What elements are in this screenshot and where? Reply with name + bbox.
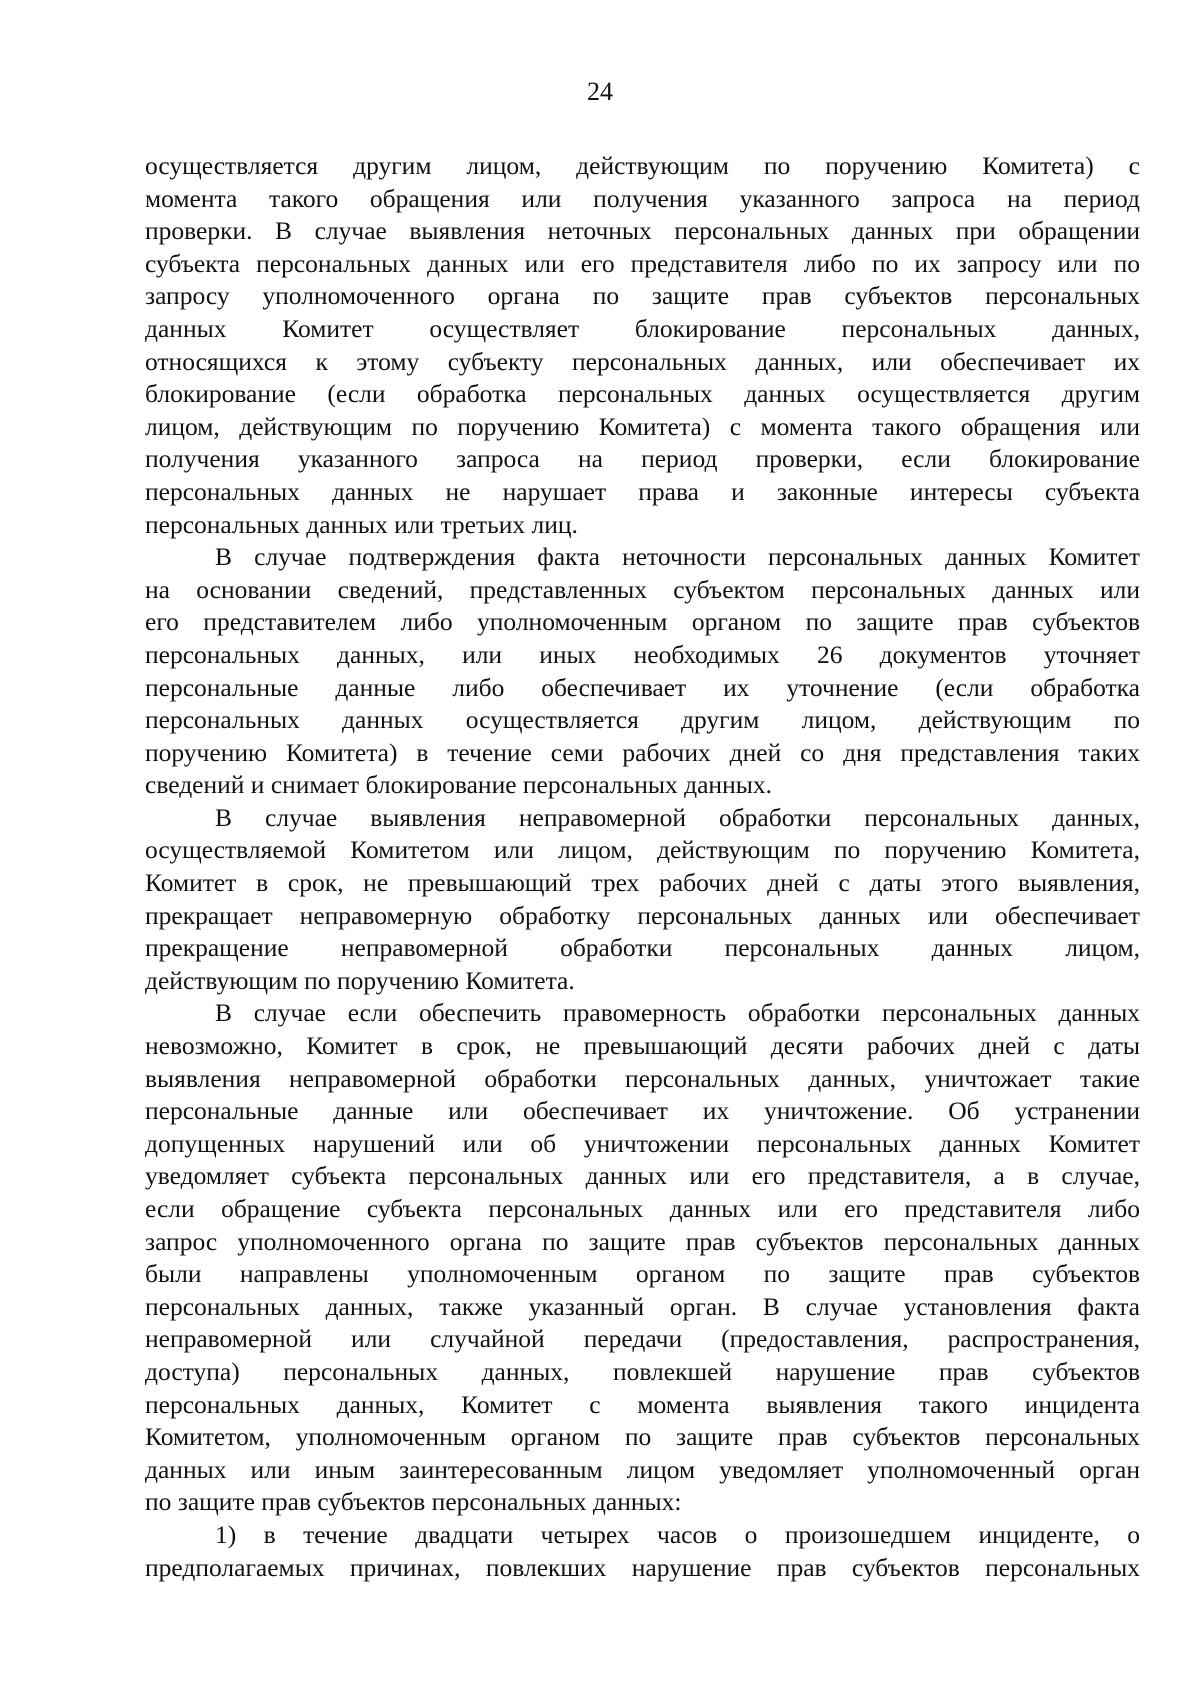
text-line: блокирование (если обработка персональных данных осуществляется другим	[145, 379, 1140, 409]
page-number: 24	[587, 77, 613, 106]
text-line: если обращение субъекта персональных данных или его представителя либо	[145, 1194, 1140, 1223]
text-line: осуществляется другим лицом, действующим по поручению Комитета) с	[145, 151, 1140, 180]
text-line: получения указанного запроса на период проверки, если блокирование	[145, 444, 1140, 474]
text-line: лицом, действующим по поручению Комитета) с момента такого обращения или	[145, 411, 1140, 441]
text-line: персональных данных, Комитет с момента выявления такого инцидента	[145, 1389, 1140, 1419]
text-line: были направлены уполномоченным органом по защите прав субъектов	[145, 1259, 1140, 1289]
text-line: персональные данные или обеспечивает их уничтожение. Об устранении	[145, 1096, 1140, 1126]
text-line: допущенных нарушений или об уничтожении персональных данных Комитет	[145, 1128, 1140, 1158]
text-line: предполагаемых причинах, повлекших нарушение прав субъектов персональных	[145, 1552, 1140, 1582]
text-line: данных или иным заинтересованным лицом уведомляет уполномоченный орган	[145, 1454, 1140, 1484]
text-line: неправомерной или случайной передачи (предоставления, распространения,	[145, 1324, 1140, 1354]
document-body	[145, 150, 1140, 1584]
text-line: на основании сведений, представленных субъектом персональных данных или	[145, 574, 1140, 604]
text-line: поручению Комитета) в течение семи рабочих дней со дня представления таких	[145, 737, 1140, 767]
text-line: его представителем либо уполномоченным органом по защите прав субъектов	[145, 607, 1140, 637]
text-line: действующим по поручению Комитета.	[145, 965, 575, 995]
text-line: невозможно, Комитет в срок, не превышающий десяти рабочих дней с даты	[145, 1031, 1140, 1061]
text-line: прекращение неправомерной обработки персональных данных лицом,	[145, 933, 1140, 963]
text-line: Комитетом, уполномоченным органом по защите прав субъектов персональных	[145, 1422, 1140, 1452]
text-line: выявления неправомерной обработки персональных данных, уничтожает такие	[145, 1063, 1140, 1093]
paragraph-first-line: 1) в течение двадцати четырех часов о произошедшем инциденте, о	[215, 1519, 1140, 1549]
text-line: уведомляет субъекта персональных данных или его представителя, а в случае,	[145, 1161, 1140, 1191]
paragraph-first-line: В случае подтверждения факта неточности персональных данных Комитет	[215, 542, 1140, 572]
text-line: запрос уполномоченного органа по защите прав субъектов персональных данных	[145, 1226, 1140, 1256]
text-line: персональные данные либо обеспечивает их уточнение (если обработка	[145, 672, 1140, 702]
text-line: проверки. В случае выявления неточных персональных данных при обращении	[145, 216, 1140, 246]
text-line: данных Комитет осуществляет блокирование персональных данных,	[145, 313, 1140, 343]
text-line: персональных данных, или иных необходимых 26 документов уточняет	[145, 639, 1140, 669]
text-line: по защите прав субъектов персональных данных:	[145, 1487, 682, 1517]
text-line: относящихся к этому субъекту персональных данных, или обеспечивает их	[145, 346, 1140, 376]
text-line: запросу уполномоченного органа по защите прав субъектов персональных	[145, 281, 1140, 311]
text-line: доступа) персональных данных, повлекшей нарушение прав субъектов	[145, 1356, 1140, 1386]
paragraph-first-line: В случае выявления неправомерной обработки персональных данных,	[215, 802, 1140, 832]
text-line: персональных данных не нарушает права и законные интересы субъекта	[145, 476, 1140, 506]
text-line: персональных данных, также указанный орган. В случае установления факта	[145, 1291, 1140, 1321]
text-line: субъекта персональных данных или его представителя либо по их запросу или по	[145, 248, 1140, 278]
text-line: персональных данных осуществляется другим лицом, действующим по	[145, 705, 1140, 735]
text-line: момента такого обращения или получения указанного запроса на период	[145, 183, 1140, 213]
text-line: персональных данных или третьих лиц.	[145, 509, 578, 539]
text-line: прекращает неправомерную обработку персональных данных или обеспечивает	[145, 900, 1140, 930]
text-line: Комитет в срок, не превышающий трех рабочих дней с даты этого выявления,	[145, 868, 1140, 898]
paragraph-first-line: В случае если обеспечить правомерность обработки персональных данных	[215, 998, 1140, 1028]
text-line: осуществляемой Комитетом или лицом, действующим по поручению Комитета,	[145, 835, 1140, 865]
text-line: сведений и снимает блокирование персональных данных.	[145, 770, 772, 800]
